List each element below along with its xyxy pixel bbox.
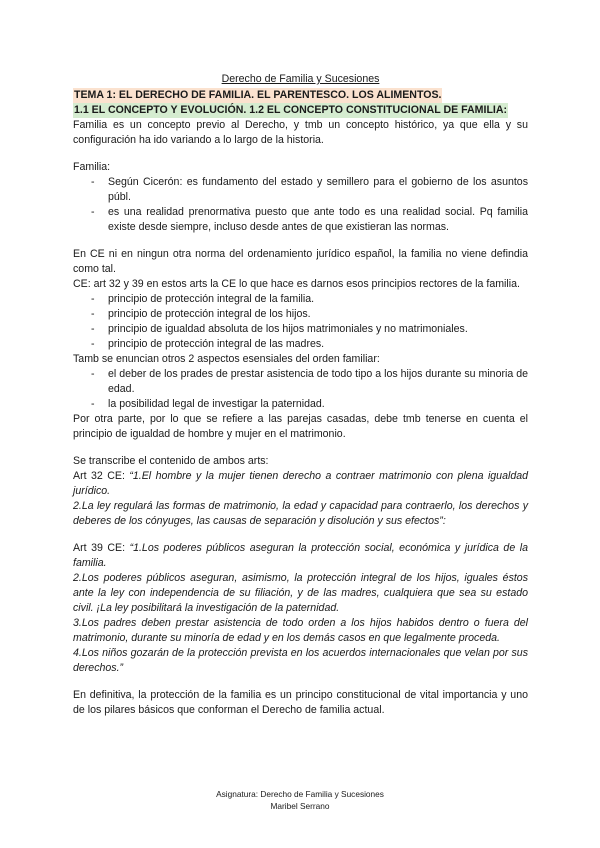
art39-text-2: 2.Los poderes públicos aseguran, asimismo, la protección integral de los hijos, iguales éstos ante la ley con independencia de su filiación, y de las madres, cualquiera que sea su estado civil. ¡La ley posibilitará la investigación de la paternidad. <box>73 572 528 614</box>
list-item: - es una realidad prenormativa puesto que ante todo es una realidad social. Pq familia existe desde siempre, incluso desde antes de que existieran las normas. <box>73 205 528 235</box>
conclusion-paragraph: En definitiva, la protección de la familia es un principo constitucional de vital importancia y uno de los pilares básicos que conforman el Derecho de familia actual. <box>73 689 528 716</box>
tema-heading: TEMA 1: EL DERECHO DE FAMILIA. EL PARENTESCO. LOS ALIMENTOS. <box>74 89 442 101</box>
art39-text-1: “1.Los poderes públicos aseguran la protección social, económica y jurídica de la familia. <box>73 542 528 569</box>
art39-text-4: 4.Los niños gozarán de la protección prevista en los acuerdos internacionales que velan por sus derechos.” <box>73 647 528 674</box>
transcripcion-intro: Se transcribe el contenido de ambos arts: <box>73 455 269 467</box>
list-item: - principio de igualdad absoluta de los hijos matrimoniales y no matrimoniales. <box>73 322 528 337</box>
ce-paragraph-3: Tamb se enuncian otros 2 aspectos esensiales del orden familiar: <box>73 353 380 365</box>
ce-paragraph-1: En CE ni en ningun otra norma del ordenamiento jurídico español, la familia no viene defindia como tal. <box>73 248 528 275</box>
art32-text-1: “1.El hombre y la mujer tienen derecho a contraer matrimonio con plena igualdad jurídico. <box>73 470 528 497</box>
ce-paragraph-2: CE: art 32 y 39 en estos arts la CE lo que hace es darnos esos principios rectores de la familia. <box>73 278 520 290</box>
list-item: - el deber de los prades de prestar asistencia de todo tipo a los hijos durante su minoria de edad. <box>73 367 528 397</box>
art32-label: Art 32 CE: <box>73 470 130 482</box>
page-footer <box>0 788 600 812</box>
list-item: - principio de protección integral de las madres. <box>73 337 528 352</box>
art32-text-2: 2.La ley regulará las formas de matrimonio, la edad y capacidad para contraerlo, los derechos y deberes de los cónyuges, las causas de separación y disolución y sus efectos”: <box>73 500 528 527</box>
document-page <box>73 72 528 718</box>
intro-paragraph: Familia es un concepto previo al Derecho, y tmb un concepto histórico, ya que ella y su configuración ha ido variando a lo largo de la historia. <box>73 119 528 146</box>
list-item: - la posibilidad legal de investigar la paternidad. <box>73 397 528 412</box>
document-title: Derecho de Familia y Sucesiones <box>221 73 380 85</box>
art32-paragraph <box>73 469 528 499</box>
ce-paragraph-4: Por otra parte, por lo que se refiere a las parejas casadas, debe tmb tenerse en cuenta el principio de igualdad de hombre y mujer en el matrimonio. <box>73 413 528 440</box>
art39-label: Art 39 CE: <box>73 542 130 554</box>
aspectos-list <box>73 367 528 412</box>
art39-text-3: 3.Los padres deben prestar asistencia de todo orden a los hijos habidos dentro o fuera del matrimonio, durante su minoría de edad y en los demás casos en que legalmente proceda. <box>73 617 528 644</box>
subtema-heading: 1.1 EL CONCEPTO Y EVOLUCIÓN. 1.2 EL CONCEPTO CONSTITUCIONAL DE FAMILIA: <box>74 104 508 116</box>
art39-paragraph <box>73 541 528 571</box>
list-item: - principio de protección integral de la familia. <box>73 292 528 307</box>
list-item: - Según Cicerón: es fundamento del estado y semillero para el gobierno de los asuntos públ. <box>73 175 528 205</box>
familia-list <box>73 175 528 235</box>
principios-list <box>73 292 528 352</box>
list-item: - principio de protección integral de los hijos. <box>73 307 528 322</box>
footer-subject: Asignatura: Derecho de Familia y Sucesiones <box>216 789 384 799</box>
footer-author: Maribel Serrano <box>270 801 330 811</box>
familia-label: Familia: <box>73 161 111 173</box>
